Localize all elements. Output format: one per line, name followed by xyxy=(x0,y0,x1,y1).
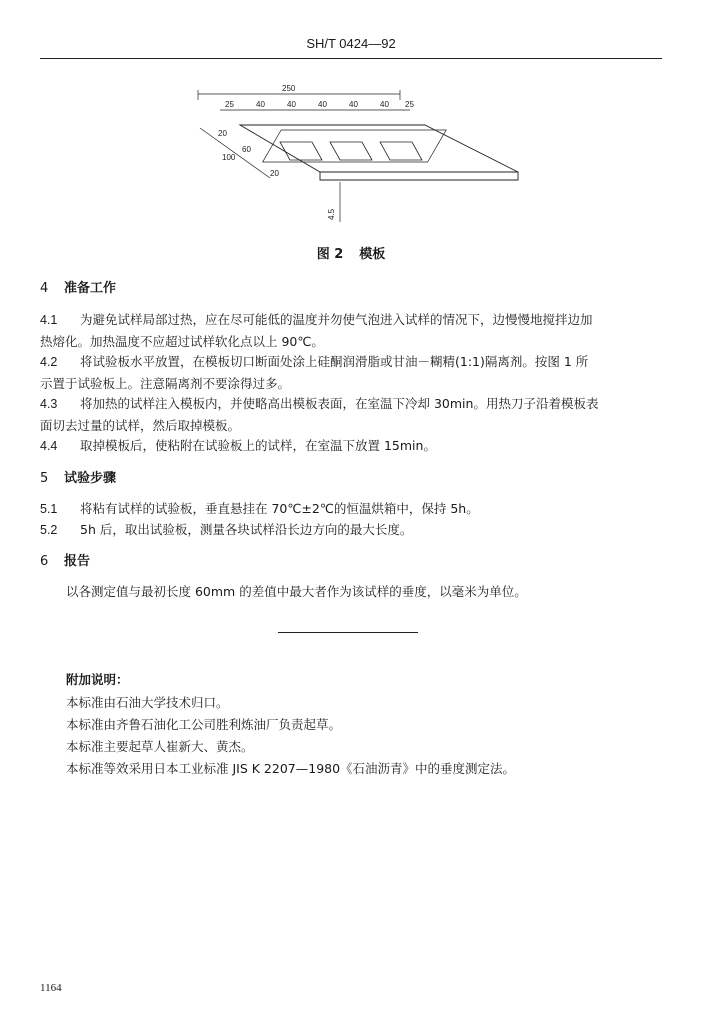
paragraph-4-1 xyxy=(40,309,662,352)
dim-total-width: 250 xyxy=(282,84,296,93)
paragraph-4-3 xyxy=(40,393,662,436)
paragraph-4-4-text-a: 取掉模板后，使粘附在试验板上的试样，在室温下放置 15min。 xyxy=(80,438,436,453)
paragraph-5-1-text: 将粘有试样的试验板，垂直悬挂在 70℃±2℃的恒温烘箱中，保持 5h。 xyxy=(80,501,479,516)
note-title: 附加说明： xyxy=(66,672,129,687)
note-line-2: 本标准由齐鲁石油化工公司胜利炼油厂负责起草。 xyxy=(66,717,342,732)
note-line-3: 本标准主要起草人崔新大、黄杰。 xyxy=(66,739,254,754)
figure-caption xyxy=(0,243,702,262)
paragraph-5-2-number: 5.2 xyxy=(40,523,58,537)
paragraph-4-2-number: 4.2 xyxy=(40,355,58,369)
paragraph-4-4-line-1 xyxy=(40,435,662,457)
paragraph-5-1-number: 5.1 xyxy=(40,502,58,516)
dim-seg-4: 40 xyxy=(318,100,327,109)
dim-seg-1: 25 xyxy=(225,100,234,109)
paragraph-4-1-number: 4.1 xyxy=(40,313,58,327)
paragraph-4-2-line-1 xyxy=(40,351,662,373)
header-standard-code: SH/T 0424—92 xyxy=(306,36,396,51)
paragraph-4-1-line-1 xyxy=(40,309,662,331)
dim-thickness: 4.5 xyxy=(327,208,336,220)
dim-seg-6: 40 xyxy=(380,100,389,109)
paragraph-4-2-text-b: 示置于试验板上。注意隔离剂不要涂得过多。 xyxy=(40,376,291,391)
paragraph-4-4-number: 4.4 xyxy=(40,439,58,453)
section-5-title: 试验步骤 xyxy=(64,471,117,486)
paragraph-5-1 xyxy=(40,498,662,520)
dim-side-60: 60 xyxy=(242,145,251,154)
note-line-1: 本标准由石油大学技术归口。 xyxy=(66,695,229,710)
section-6-heading xyxy=(40,550,90,569)
paragraph-4-3-line-1 xyxy=(40,393,662,415)
dim-side-20b: 20 xyxy=(270,169,279,178)
paragraph-4-4 xyxy=(40,435,662,457)
figure-caption-number: 图 2 xyxy=(316,247,344,262)
paragraph-4-3-text-b: 面切去过量的试样，然后取掉模板。 xyxy=(40,418,241,433)
section-4-heading xyxy=(40,277,116,296)
header-rule xyxy=(40,58,662,59)
note-line-4: 本标准等效采用日本工业标准 JIS K 2207—1980《石油沥青》中的垂度测定法。 xyxy=(66,761,516,776)
figure-caption-name: 模板 xyxy=(359,247,386,262)
section-5-number: 5 xyxy=(40,471,49,486)
paragraph-4-2 xyxy=(40,351,662,394)
page-number: 1164 xyxy=(40,982,62,994)
paragraph-4-3-text-a: 将加热的试样注入模板内，并使略高出模板表面，在室温下冷却 30min。用热刀子沿着模板表 xyxy=(80,396,599,411)
section-4-title: 准备工作 xyxy=(64,281,117,296)
paragraph-4-1-text-a: 为避免试样局部过热，应在尽可能低的温度并勿使气泡进入试样的情况下，边慢慢地搅拌边加 xyxy=(80,312,593,327)
dim-seg-2: 40 xyxy=(256,100,265,109)
section-6-number: 6 xyxy=(40,554,49,569)
dim-seg-3: 40 xyxy=(287,100,296,109)
paragraph-4-2-text-a: 将试验板水平放置，在模板切口断面处涂上硅酮润滑脂或甘油－糊精(1:1)隔离剂。按图 1 所 xyxy=(80,354,589,369)
dim-seg-5: 40 xyxy=(349,100,358,109)
section-6-title: 报告 xyxy=(64,554,91,569)
paragraph-4-1-text-b: 热熔化。加热温度不应超过试样软化点以上 90℃。 xyxy=(40,334,324,349)
template-diagram xyxy=(170,80,540,230)
paragraph-5-2 xyxy=(40,519,662,541)
paragraph-4-3-number: 4.3 xyxy=(40,397,58,411)
section-4-number: 4 xyxy=(40,281,49,296)
end-rule xyxy=(278,632,418,633)
figure-template-drawing xyxy=(170,80,540,234)
dim-side-100: 100 xyxy=(222,153,236,162)
dim-side-20: 20 xyxy=(218,129,227,138)
template-plate-front xyxy=(320,172,518,180)
paragraph-5-2-line-1 xyxy=(40,519,662,541)
template-plate-top xyxy=(240,125,518,172)
paragraph-5-2-text: 5h 后，取出试验板，测量各块试样沿长边方向的最大长度。 xyxy=(80,522,413,537)
dim-seg-7: 25 xyxy=(405,100,414,109)
report-text: 以各测定值与最初长度 60mm 的差值中最大者作为该试样的垂度，以毫米为单位。 xyxy=(66,584,527,599)
paragraph-5-1-line-1 xyxy=(40,498,662,520)
section-5-heading xyxy=(40,467,116,486)
